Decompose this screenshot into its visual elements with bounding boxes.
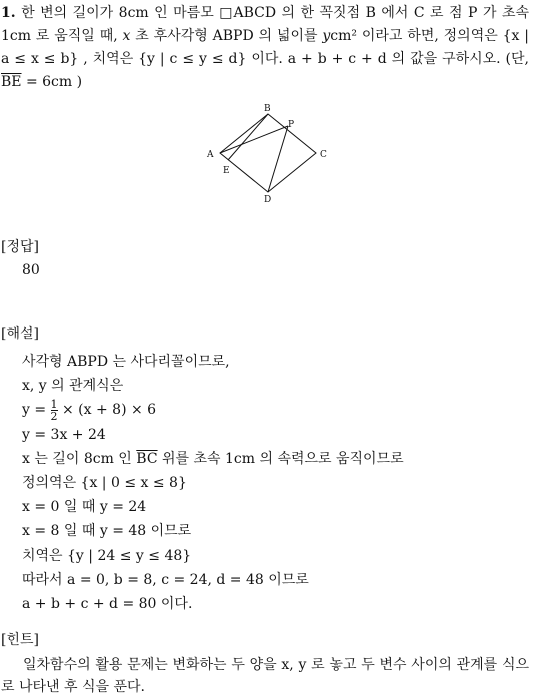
- fraction-numerator: 1: [50, 397, 58, 411]
- problem-number: 1.: [1, 5, 16, 21]
- solution-line-5-a: x 는 길이 8cm 인: [22, 450, 137, 467]
- solution-line-5-b: 위를 초속 1cm 의 속력으로 움직이므로: [157, 450, 404, 467]
- variable-x: x: [122, 28, 131, 44]
- problem-text: [1, 2, 529, 94]
- problem-text-3: cm² 이라고 하면, 정의역은 {x | a ≤ x ≤ b} , 치역은 {y | c ≤ y ≤ d} 이다. a + b + c + d 의 값을 구하시오. (단,: [1, 28, 529, 67]
- label-b: B: [264, 104, 271, 114]
- label-p: P: [288, 120, 295, 130]
- solution-line-5: [22, 447, 404, 471]
- segment-pd: [268, 126, 288, 192]
- problem-text-2: 초 후사각형 ABPD 의 넓이를: [130, 28, 323, 44]
- segment-be: $\overline{BE}$: [1, 74, 22, 90]
- hint-label: [힌트]: [1, 632, 39, 648]
- segment-bc: $\overline{BC}$: [136, 450, 158, 467]
- rhombus-figure: [196, 100, 346, 210]
- label-c: C: [320, 150, 327, 160]
- solution-line-10: 따라서 a = 0, b = 8, c = 24, d = 48 이므로: [22, 571, 309, 588]
- problem-text-1: 한 변의 길이가 8cm 인 마름모 □ABCD 의 한 꼭짓점 B 에서 C 로 점 P 가 초속 1cm 로 움직일 때,: [1, 5, 529, 44]
- solution-label: [해설]: [1, 326, 39, 342]
- solution-body: [22, 350, 404, 616]
- solution-line-8: x = 8 일 때 y = 48 이므로: [22, 523, 192, 540]
- solution-line-4: y = 3x + 24: [22, 426, 106, 443]
- solution-line-6: 정의역은 {x | 0 ≤ x ≤ 8}: [22, 475, 187, 492]
- label-e: E: [223, 166, 230, 176]
- solution-line-11: a + b + c + d = 80 이다.: [22, 596, 193, 613]
- fraction-denominator: 2: [50, 409, 58, 423]
- solution-line-3-b: × (x + 8) × 6: [57, 402, 157, 419]
- solution-line-3: [22, 398, 404, 422]
- solution-line-1: 사각형 ABPD 는 사다리꼴이므로,: [22, 354, 230, 370]
- variable-y: y: [322, 28, 331, 44]
- solution-line-2: x, y 의 관계식은: [22, 378, 124, 395]
- solution-line-9: 치역은 {y | 24 ≤ y ≤ 48}: [22, 547, 192, 564]
- problem-text-4: = 6cm ): [21, 74, 83, 90]
- fraction-half: [51, 399, 58, 422]
- hint-text: 일차함수의 활용 문제는 변화하는 두 양을 x, y 로 놓고 두 변수 사이의 관계를 식으로 나타낸 후 식을 푼다.: [1, 657, 529, 695]
- answer-label: [정답]: [1, 239, 39, 255]
- solution-line-3-a: y =: [22, 402, 51, 419]
- solution-line-7: x = 0 일 때 y = 24: [22, 499, 147, 516]
- label-d: D: [264, 195, 272, 205]
- segment-be-line: [228, 114, 268, 160]
- answer-value: 80: [22, 262, 40, 278]
- label-a: A: [207, 150, 214, 160]
